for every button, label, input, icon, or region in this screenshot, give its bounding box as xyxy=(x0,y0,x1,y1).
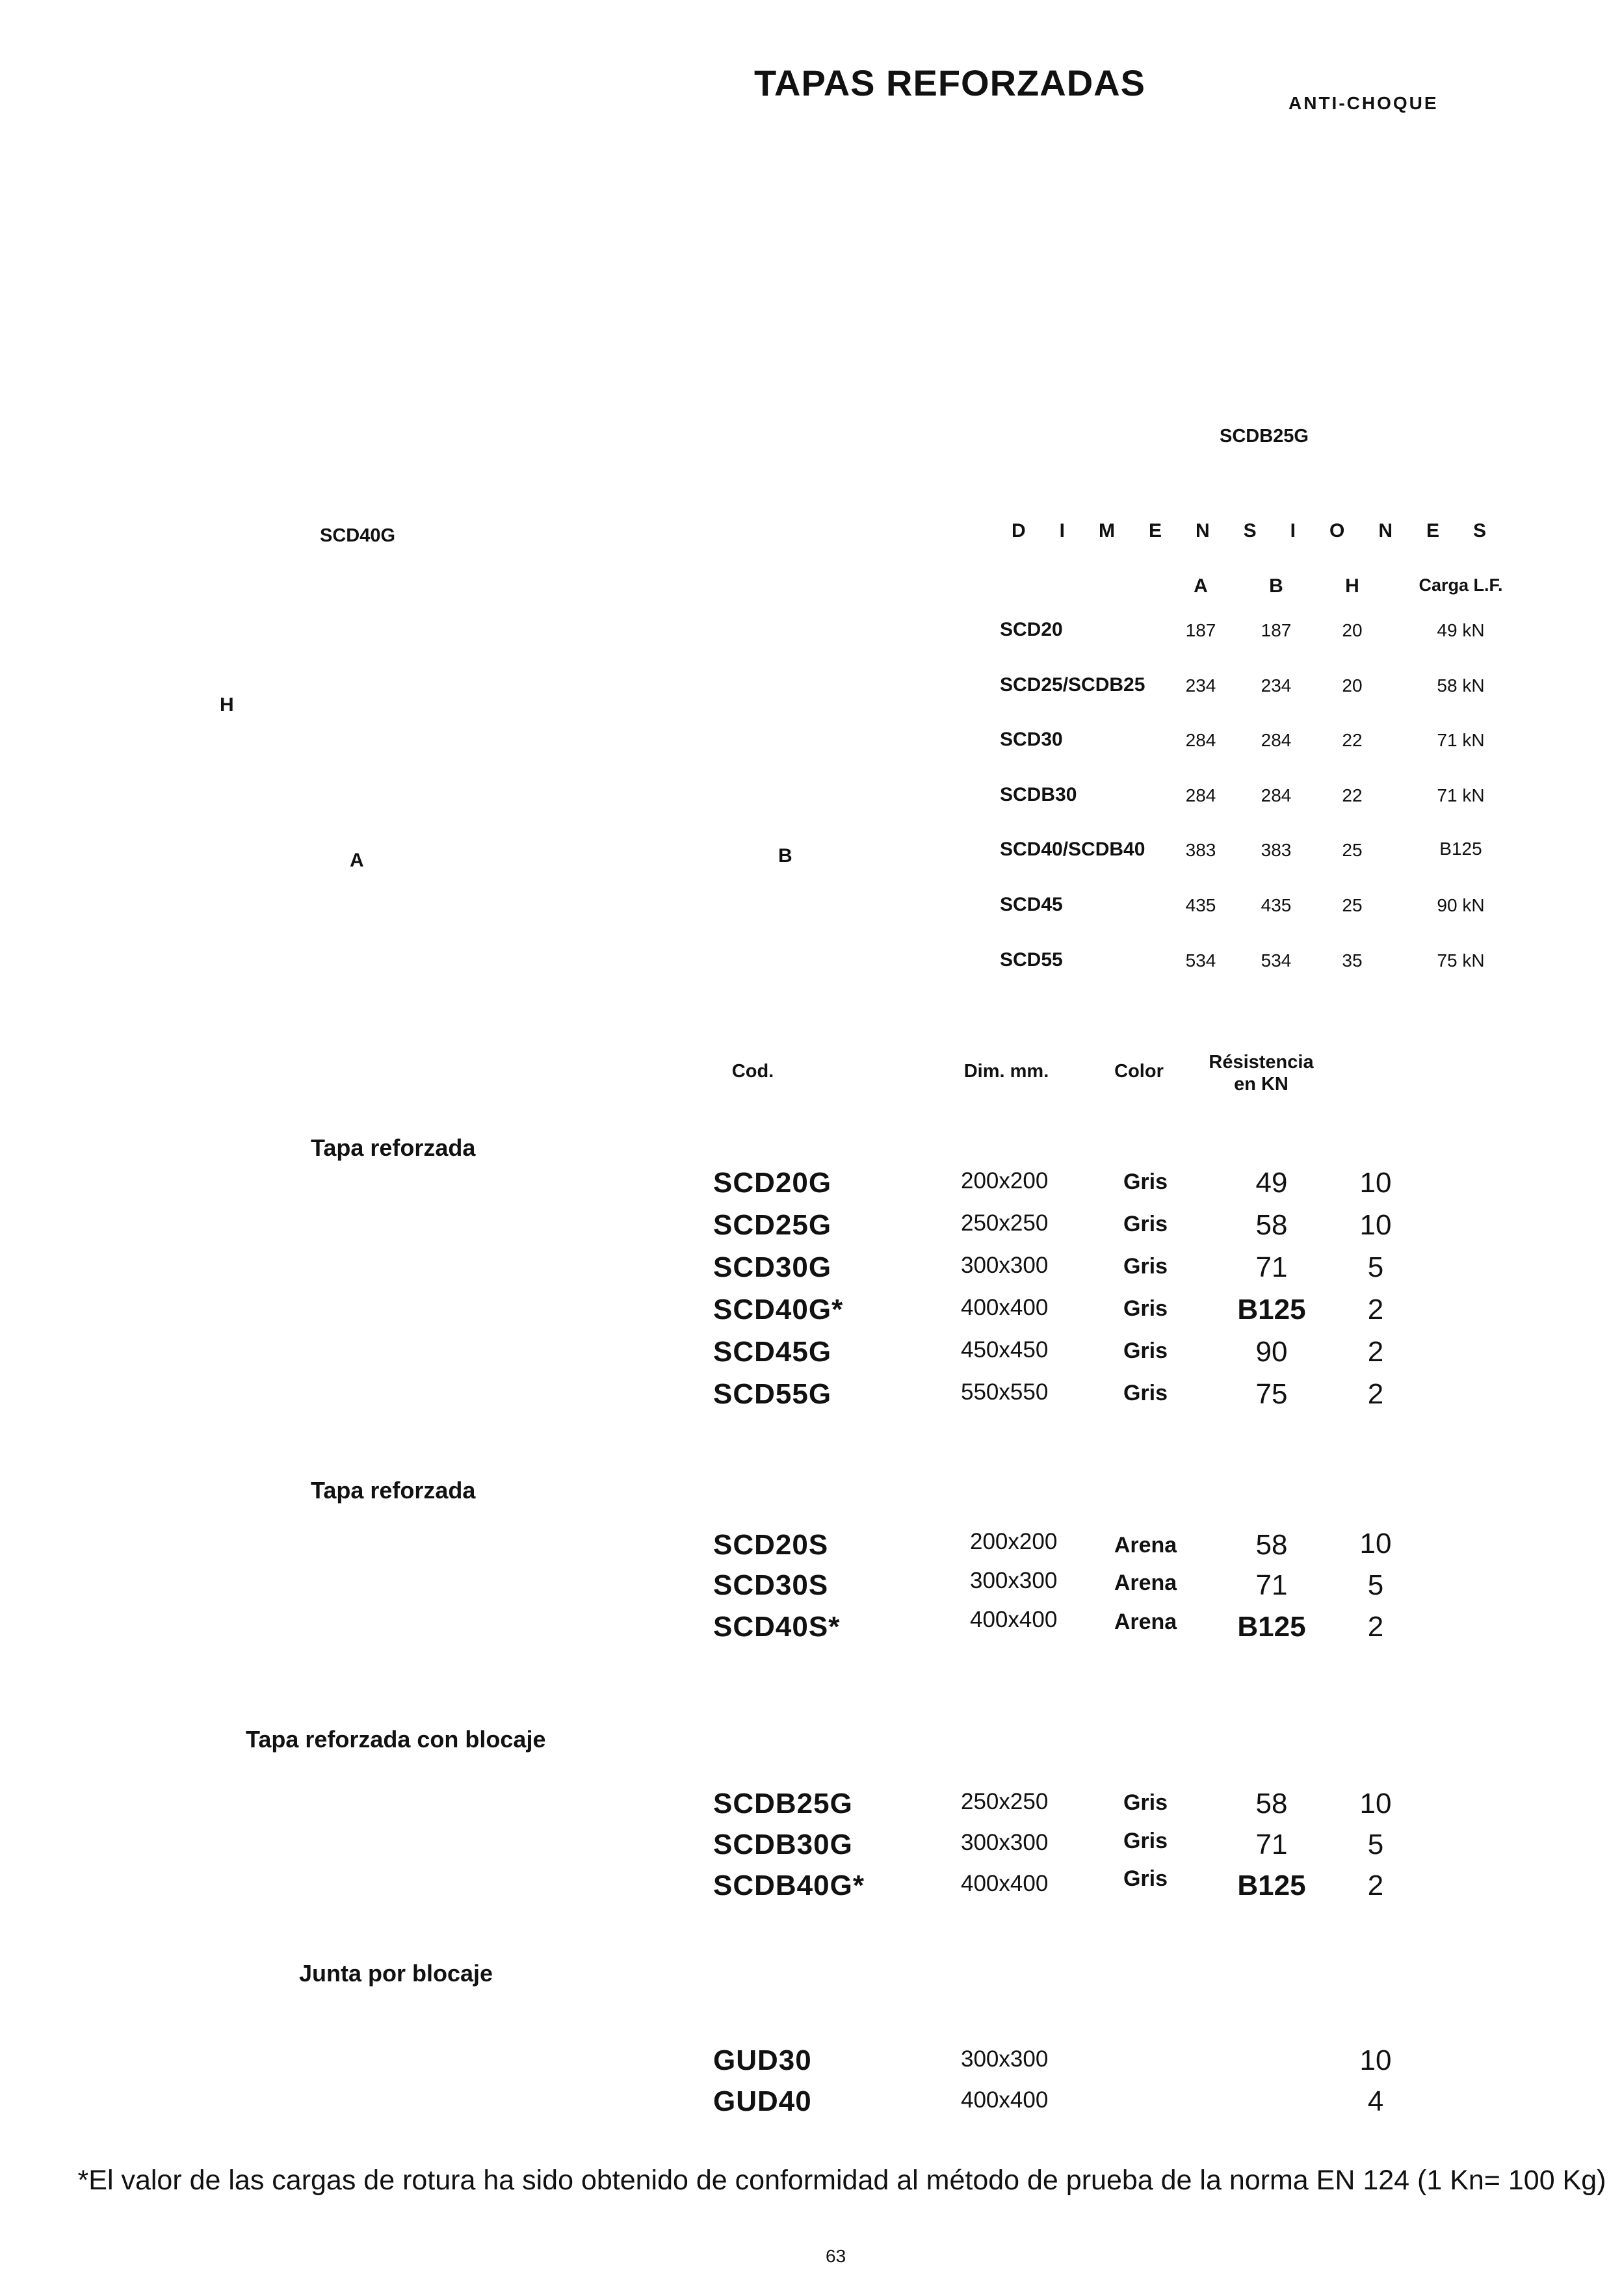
product-quantity: 2 xyxy=(1367,1870,1384,1901)
product-quantity: 10 xyxy=(1359,1788,1392,1820)
product-quantity: 2 xyxy=(1367,1611,1384,1643)
dim-row-name: SCDB30 xyxy=(1000,784,1077,805)
product-dim: 450x450 xyxy=(961,1337,1049,1363)
dim-row-a: 284 xyxy=(1185,785,1216,805)
product-dim: 400x400 xyxy=(961,1871,1049,1896)
product-code: SCD20S xyxy=(713,1529,829,1561)
dim-row-h: 25 xyxy=(1342,840,1363,860)
product-code: SCD30S xyxy=(713,1569,829,1601)
product-dim: 300x300 xyxy=(961,1830,1049,1855)
header-dim: Dim. mm. xyxy=(963,1061,1049,1082)
product-color: Gris xyxy=(1123,1169,1168,1194)
dim-row-b: 187 xyxy=(1261,620,1292,640)
product-color: Arena xyxy=(1114,1533,1177,1558)
product-dim: 300x300 xyxy=(961,2046,1049,2072)
dim-row-name: SCD45 xyxy=(1000,894,1063,915)
product-code: SCD30G xyxy=(713,1251,832,1283)
dim-row-carga: 58 kN xyxy=(1437,675,1485,696)
product-code: GUD40 xyxy=(713,2085,812,2117)
product-color: Gris xyxy=(1123,1212,1168,1236)
dim-row-h: 22 xyxy=(1342,730,1363,750)
dim-row-a: 284 xyxy=(1185,730,1216,750)
dim-header-carga: Carga L.F. xyxy=(1419,575,1503,595)
product-code: SCD20G xyxy=(713,1167,832,1199)
product-dim: 400x400 xyxy=(961,1295,1049,1320)
dim-row-h: 20 xyxy=(1342,675,1363,696)
product-quantity: 2 xyxy=(1367,1378,1384,1410)
product-resistance: 58 xyxy=(1255,1209,1288,1241)
product-quantity: 5 xyxy=(1367,1829,1384,1860)
dim-row-b: 284 xyxy=(1261,785,1292,805)
section-title: Tapa reforzada con blocaje xyxy=(246,1726,546,1753)
product-quantity: 4 xyxy=(1367,2085,1384,2117)
dim-row-name: SCD20 xyxy=(1000,619,1063,640)
product-resistance: 58 xyxy=(1255,1529,1288,1561)
product-color: Gris xyxy=(1123,1866,1168,1891)
product-code: SCD45G xyxy=(713,1336,832,1368)
product-resistance: 71 xyxy=(1255,1251,1288,1283)
dim-row-carga: 71 kN xyxy=(1437,785,1485,805)
footnote: *El valor de las cargas de rotura ha sido obtenido de conformidad al método de prueba de la norma EN 124 (1 Kn= 100 Kg) xyxy=(77,2165,1606,2196)
product-resistance: 49 xyxy=(1255,1167,1288,1199)
product-quantity: 2 xyxy=(1367,1336,1384,1368)
product-quantity: 5 xyxy=(1367,1569,1384,1601)
dim-row-name: SCD30 xyxy=(1000,729,1063,750)
figure-label-h: H xyxy=(220,694,234,716)
product-dim: 300x300 xyxy=(961,1253,1049,1278)
product-color: Gris xyxy=(1123,1296,1168,1321)
product-code: SCD25G xyxy=(713,1209,832,1241)
page-subtitle: ANTI-CHOQUE xyxy=(1288,93,1439,113)
dim-row-carga: 90 kN xyxy=(1437,895,1485,915)
dim-row-h: 20 xyxy=(1342,620,1363,640)
product-quantity: 10 xyxy=(1359,1528,1392,1559)
product-resistance: 71 xyxy=(1255,1569,1288,1601)
product-resistance: B125 xyxy=(1237,1294,1306,1325)
product-dim: 250x250 xyxy=(961,1210,1049,1236)
dim-row-a: 383 xyxy=(1185,840,1216,860)
product-quantity: 2 xyxy=(1367,1294,1384,1325)
product-color: Gris xyxy=(1123,1829,1168,1853)
dim-row-name: SCD40/SCDB40 xyxy=(1000,839,1145,860)
dim-header-b: B xyxy=(1269,575,1283,597)
product-quantity: 10 xyxy=(1359,1209,1392,1241)
product-dim: 400x400 xyxy=(970,1607,1058,1632)
dim-row-b: 234 xyxy=(1261,675,1292,696)
product-resistance: 58 xyxy=(1255,1788,1288,1820)
product-quantity: 10 xyxy=(1359,1167,1392,1199)
figure-label-a: A xyxy=(350,850,364,871)
figure-label-b: B xyxy=(778,845,792,867)
dim-header-h: H xyxy=(1345,575,1359,597)
product-color: Gris xyxy=(1123,1381,1168,1405)
dim-row-b: 284 xyxy=(1261,730,1292,750)
product-code: SCDB40G* xyxy=(713,1870,865,1901)
figure-label-scdb25g: SCDB25G xyxy=(1220,426,1309,447)
product-code: SCD55G xyxy=(713,1378,832,1410)
dim-row-a: 534 xyxy=(1185,950,1216,971)
dim-row-carga: 49 kN xyxy=(1437,620,1485,640)
header-resistencia: Résistencia xyxy=(1209,1052,1314,1073)
product-color: Arena xyxy=(1114,1571,1177,1595)
page-number: 63 xyxy=(826,2246,846,2266)
product-color: Gris xyxy=(1123,1338,1168,1363)
product-code: SCD40S* xyxy=(713,1611,841,1643)
product-code: SCDB30G xyxy=(713,1829,853,1860)
product-resistance: B125 xyxy=(1237,1870,1306,1901)
header-cod: Cod. xyxy=(731,1061,774,1082)
product-dim: 200x200 xyxy=(970,1529,1058,1554)
dim-row-name: SCD55 xyxy=(1000,949,1063,971)
product-code: SCD40G* xyxy=(713,1294,844,1325)
product-resistance: 71 xyxy=(1255,1829,1288,1860)
product-dim: 550x550 xyxy=(961,1379,1049,1405)
dimensions-title: DIMENSIONES xyxy=(1012,520,1521,541)
dim-row-name: SCD25/SCDB25 xyxy=(1000,674,1145,696)
dim-header-a: A xyxy=(1194,575,1208,597)
header-resistencia-unit: en KN xyxy=(1234,1074,1288,1095)
product-resistance: 75 xyxy=(1255,1378,1288,1410)
product-dim: 250x250 xyxy=(961,1789,1049,1814)
product-dim: 200x200 xyxy=(961,1168,1049,1194)
product-dim: 300x300 xyxy=(970,1568,1058,1593)
page-title: TAPAS REFORZADAS xyxy=(754,62,1145,103)
product-quantity: 10 xyxy=(1359,2044,1392,2076)
section-title: Tapa reforzada xyxy=(311,1134,476,1161)
dim-row-carga: 71 kN xyxy=(1437,730,1485,750)
product-dim: 400x400 xyxy=(961,2087,1049,2113)
dim-row-h: 35 xyxy=(1342,950,1363,971)
dim-row-a: 234 xyxy=(1185,675,1216,696)
product-resistance: 90 xyxy=(1255,1336,1288,1368)
figure-label-scd40g: SCD40G xyxy=(320,525,396,546)
dim-row-a: 435 xyxy=(1185,895,1216,915)
dim-row-a: 187 xyxy=(1185,620,1216,640)
product-color: Arena xyxy=(1114,1610,1177,1634)
product-resistance: B125 xyxy=(1237,1611,1306,1643)
section-title: Junta por blocaje xyxy=(299,1960,493,1987)
dim-row-h: 25 xyxy=(1342,895,1363,915)
product-quantity: 5 xyxy=(1367,1251,1384,1283)
section-title: Tapa reforzada xyxy=(311,1477,476,1504)
product-color: Gris xyxy=(1123,1790,1168,1815)
dim-row-h: 22 xyxy=(1342,785,1363,805)
dim-row-carga: B125 xyxy=(1439,839,1482,859)
dim-row-b: 383 xyxy=(1261,840,1292,860)
product-code: GUD30 xyxy=(713,2044,812,2076)
dim-row-b: 435 xyxy=(1261,895,1292,915)
dim-row-carga: 75 kN xyxy=(1437,950,1485,971)
product-code: SCDB25G xyxy=(713,1788,853,1820)
product-color: Gris xyxy=(1123,1254,1168,1279)
header-color: Color xyxy=(1114,1061,1164,1082)
dim-row-b: 534 xyxy=(1261,950,1292,971)
